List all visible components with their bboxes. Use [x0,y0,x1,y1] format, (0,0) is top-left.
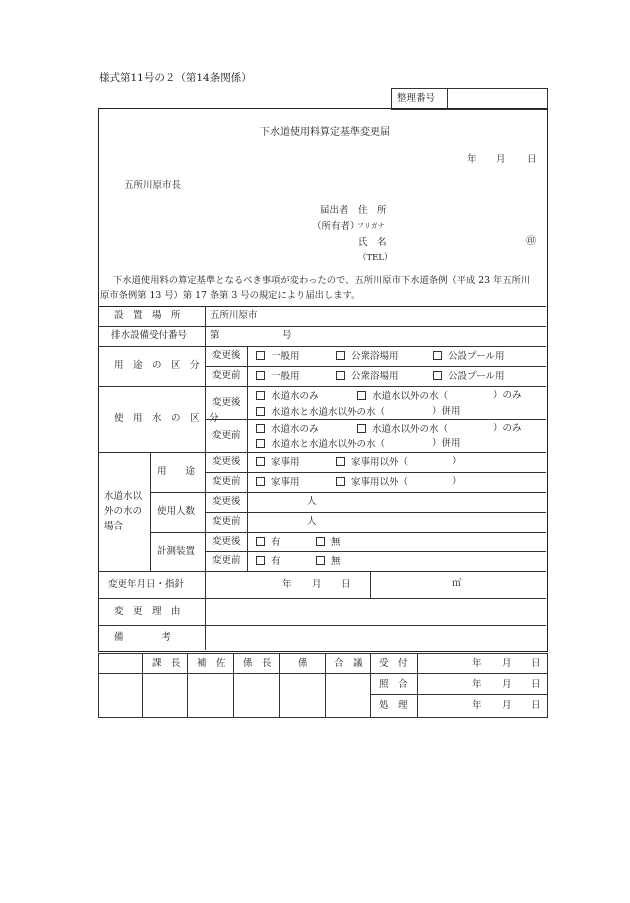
yes-label: 有 [271,537,281,548]
water-after-checkbox-both[interactable] [256,407,265,416]
cubic-meter-unit: ㎥ [452,578,462,589]
household-label: 家事用 [271,457,300,468]
meter-before-checkbox-no[interactable] [316,556,325,565]
nonhousehold-end: ） [452,456,462,467]
approval-header-aigi: 合 議 [334,658,363,669]
date-hi: 日 [527,154,537,165]
meter-before-checkbox-yes[interactable] [256,556,265,565]
use-opt2-label: 公衆浴場用 [351,371,399,382]
other-water-label-3: 場合 [104,521,124,532]
water-category-label: 使 用 水 の 区 分 [114,413,219,424]
youto-before-label: 変更前 [212,476,241,487]
shogo-hi: 日 [531,679,541,690]
nonhousehold-label: 家事用以外（ [351,477,409,488]
approval-header-hosa: 補 佐 [197,658,226,669]
water-opt3-end: ）併用 [432,438,461,449]
change-date-tsuki: 月 [312,579,322,590]
users-label: 使用人数 [157,506,196,517]
meter-after-checkbox-no[interactable] [316,537,325,546]
date-tsuki: 月 [496,154,506,165]
approval-shogo-label: 照 合 [379,679,408,690]
owner-label: （所有者） [312,221,360,232]
water-opt2-end: ）のみ [493,390,522,401]
location-field[interactable] [260,308,544,324]
drain-number-field[interactable] [222,328,280,344]
water-after-checkbox-other[interactable] [357,391,366,400]
water-before-label: 変更前 [212,430,241,441]
youto-after-checkbox-nonhousehold[interactable] [336,457,345,466]
meter-after-label: 変更後 [212,536,241,547]
use-after-checkbox-general[interactable] [256,351,265,360]
change-date-hi: 日 [341,579,351,590]
drain-number-label: 排水設備受付番号 [111,330,188,341]
seiri-label: 整理番号 [397,93,436,104]
location-label: 設 置 場 所 [114,310,181,321]
water-opt2-label: 水道水以外の水（ [372,391,449,402]
change-reason-label: 変 更 理 由 [114,606,181,617]
approval-header-kakaricho: 係 長 [243,658,272,669]
meter-reading-field[interactable] [373,573,448,595]
use-opt3-label: 公設プール用 [448,371,505,382]
nonhousehold-label: 家事用以外（ [351,457,409,468]
youto-after-checkbox-household[interactable] [256,457,265,466]
use-after-checkbox-pool[interactable] [433,351,442,360]
water-after-checkbox-tap[interactable] [256,391,265,400]
use-opt1-label: 一般用 [271,371,300,382]
use-before-label: 変更前 [212,370,241,381]
uketsuke-tsuki: 月 [502,658,512,669]
shogo-tsuki: 月 [502,679,512,690]
youto-before-checkbox-household[interactable] [256,477,265,486]
seiri-value-field[interactable] [449,89,545,107]
yes-label: 有 [271,556,281,567]
household-label: 家事用 [271,477,300,488]
water-opt1-label: 水道水のみ [271,391,319,402]
approval-header-kacho: 課 長 [152,658,181,669]
other-water-label-2: 外の水の [104,506,143,517]
shori-nen: 年 [472,700,482,711]
form-number-label: 様式第11号の２（第14条関係） [99,72,252,84]
users-after-field[interactable] [250,493,305,510]
water-opt3-label: 水道水と水道水以外の水（ [271,439,386,450]
water-before-checkbox-both[interactable] [256,439,265,448]
change-reason-field[interactable] [208,600,544,623]
change-date-nen: 年 [282,579,292,590]
shori-tsuki: 月 [502,700,512,711]
approval-uketsuke-label: 受 付 [379,658,408,669]
date-nen: 年 [467,154,477,165]
youto-label: 用 途 [157,466,196,477]
address-label: 住 所 [358,205,387,216]
water-before-checkbox-tap[interactable] [256,424,265,433]
approval-header-kakari: 係 [298,658,308,669]
use-after-label: 変更後 [212,350,241,361]
youto-after-label: 変更後 [212,456,241,467]
users-before-unit: 人 [307,516,317,527]
youto-before-checkbox-nonhousehold[interactable] [336,477,345,486]
use-category-label: 用 途 の 区 分 [114,360,200,371]
use-after-checkbox-bath[interactable] [336,351,345,360]
water-opt3-label: 水道水と水道水以外の水（ [271,407,386,418]
use-before-checkbox-pool[interactable] [433,371,442,380]
meter-after-checkbox-yes[interactable] [256,537,265,546]
users-before-label: 変更前 [212,516,241,527]
use-opt3-label: 公設プール用 [448,351,505,362]
water-before-checkbox-other[interactable] [357,424,366,433]
body-text-line2: 原市条例第 13 号）第 17 条第 3 号の規定により届出します。 [100,290,361,301]
furigana-label: フリガナ [357,222,385,230]
remarks-field[interactable] [208,627,544,648]
change-date-label: 変更年月日・指針 [108,579,185,590]
users-after-label: 変更後 [212,496,241,507]
shogo-nen: 年 [472,679,482,690]
users-after-unit: 人 [307,496,317,507]
water-opt3-end: ）併用 [432,406,461,417]
no-label: 無 [331,537,341,548]
remarks-label: 備 考 [114,632,172,643]
no-label: 無 [331,556,341,567]
other-water-label-1: 水道水以 [104,491,143,502]
users-before-field[interactable] [250,513,305,530]
form-title: 下水道使用料算定基準変更届 [260,127,390,138]
meter-before-label: 変更前 [212,555,241,566]
uketsuke-nen: 年 [472,658,482,669]
approval-shori-label: 処 理 [379,700,408,711]
nonhousehold-end: ） [452,476,462,487]
uketsuke-hi: 日 [531,658,541,669]
location-value: 五所川原市 [210,310,258,321]
water-opt1-label: 水道水のみ [271,424,319,435]
addressee: 五所川原市長 [124,180,182,191]
seal-mark: ㊞ [526,236,536,247]
use-after-options: 一般用 [256,351,300,362]
meter-label: 計測装置 [157,546,196,557]
shori-hi: 日 [531,700,541,711]
use-opt2-label: 公衆浴場用 [351,351,399,362]
todokede-label: 届出者 [320,205,349,216]
name-label: 氏 名 [358,237,387,248]
water-opt2-end: ）のみ [493,423,522,434]
drain-number-prefix: 第 [210,330,220,341]
drain-number-suffix: 号 [282,330,292,341]
water-opt2-label: 水道水以外の水（ [372,424,449,435]
use-before-checkbox-bath[interactable] [336,371,345,380]
water-after-label: 変更後 [212,397,241,408]
tel-label: （TEL） [358,253,393,263]
use-before-checkbox-general[interactable] [256,371,265,380]
body-text-line1: 下水道使用料の算定基準となるべき事項が変わったので、五所川原市下水道条例（平成 23 年五所川 [113,275,531,286]
